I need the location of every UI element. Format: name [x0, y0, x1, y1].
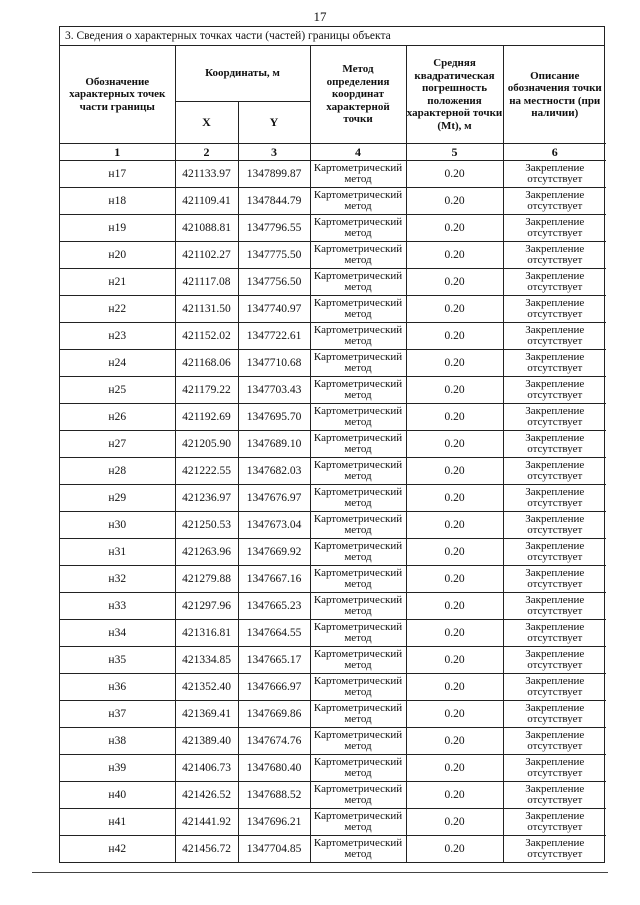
- point-cell: н26: [60, 404, 175, 431]
- table-row: [60, 188, 606, 215]
- table-row: [60, 755, 606, 782]
- accuracy-cell: 0.20: [406, 188, 503, 215]
- boundary-points-sheet: [59, 26, 605, 863]
- x-coordinate-cell: 421192.69: [175, 404, 238, 431]
- x-coordinate-cell: 421250.53: [175, 512, 238, 539]
- description-cell: Закрепление отсутствует: [503, 269, 606, 296]
- method-cell: Картометрический метод: [310, 593, 406, 620]
- point-cell: н17: [60, 161, 175, 188]
- method-cell: Картометрический метод: [310, 782, 406, 809]
- accuracy-cell: 0.20: [406, 458, 503, 485]
- y-coordinate-cell: 1347844.79: [238, 188, 310, 215]
- method-cell: Картометрический метод: [310, 647, 406, 674]
- accuracy-cell: 0.20: [406, 593, 503, 620]
- description-cell: Закрепление отсутствует: [503, 728, 606, 755]
- description-cell: Закрепление отсутствует: [503, 539, 606, 566]
- header-description: Описание обозначения точки на местности (при наличии): [503, 46, 606, 144]
- method-cell: Картометрический метод: [310, 620, 406, 647]
- description-cell: Закрепление отсутствует: [503, 593, 606, 620]
- y-coordinate-cell: 1347664.55: [238, 620, 310, 647]
- method-cell: Картометрический метод: [310, 350, 406, 377]
- point-cell: н32: [60, 566, 175, 593]
- bottom-rule: [32, 872, 608, 873]
- x-coordinate-cell: 421117.08: [175, 269, 238, 296]
- table-row: [60, 161, 606, 188]
- method-cell: Картометрический метод: [310, 161, 406, 188]
- column-number: 3: [238, 144, 310, 161]
- table-row: [60, 647, 606, 674]
- x-coordinate-cell: 421168.06: [175, 350, 238, 377]
- accuracy-cell: 0.20: [406, 269, 503, 296]
- y-coordinate-cell: 1347899.87: [238, 161, 310, 188]
- table-row: [60, 404, 606, 431]
- x-coordinate-cell: 421133.97: [175, 161, 238, 188]
- method-cell: Картометрический метод: [310, 836, 406, 863]
- method-cell: Картометрический метод: [310, 728, 406, 755]
- method-cell: Картометрический метод: [310, 377, 406, 404]
- point-cell: н40: [60, 782, 175, 809]
- accuracy-cell: 0.20: [406, 755, 503, 782]
- table-row: [60, 674, 606, 701]
- accuracy-cell: 0.20: [406, 485, 503, 512]
- point-cell: н36: [60, 674, 175, 701]
- table-row: [60, 485, 606, 512]
- column-number: 2: [175, 144, 238, 161]
- method-cell: Картометрический метод: [310, 539, 406, 566]
- method-cell: Картометрический метод: [310, 809, 406, 836]
- y-coordinate-cell: 1347696.21: [238, 809, 310, 836]
- point-cell: н20: [60, 242, 175, 269]
- description-cell: Закрепление отсутствует: [503, 404, 606, 431]
- boundary-points-table: [60, 46, 606, 862]
- x-coordinate-cell: 421236.97: [175, 485, 238, 512]
- table-row: [60, 377, 606, 404]
- x-coordinate-cell: 421369.41: [175, 701, 238, 728]
- method-cell: Картометрический метод: [310, 566, 406, 593]
- y-coordinate-cell: 1347682.03: [238, 458, 310, 485]
- description-cell: Закрепление отсутствует: [503, 377, 606, 404]
- table-row: [60, 728, 606, 755]
- table-row: [60, 431, 606, 458]
- table-row: [60, 242, 606, 269]
- header-accuracy: Средняя квадратическая погрешность положения характерной точки (Mt), м: [406, 46, 503, 144]
- table-row: [60, 566, 606, 593]
- description-cell: Закрепление отсутствует: [503, 431, 606, 458]
- description-cell: Закрепление отсутствует: [503, 755, 606, 782]
- x-coordinate-cell: 421152.02: [175, 323, 238, 350]
- x-coordinate-cell: 421334.85: [175, 647, 238, 674]
- column-number: 4: [310, 144, 406, 161]
- column-number: 1: [60, 144, 175, 161]
- x-coordinate-cell: 421352.40: [175, 674, 238, 701]
- accuracy-cell: 0.20: [406, 377, 503, 404]
- x-coordinate-cell: 421179.22: [175, 377, 238, 404]
- point-cell: н31: [60, 539, 175, 566]
- method-cell: Картометрический метод: [310, 458, 406, 485]
- table-row: [60, 323, 606, 350]
- description-cell: Закрепление отсутствует: [503, 512, 606, 539]
- accuracy-cell: 0.20: [406, 404, 503, 431]
- description-cell: Закрепление отсутствует: [503, 242, 606, 269]
- y-coordinate-cell: 1347674.76: [238, 728, 310, 755]
- method-cell: Картометрический метод: [310, 269, 406, 296]
- method-cell: Картометрический метод: [310, 296, 406, 323]
- method-cell: Картометрический метод: [310, 188, 406, 215]
- page-number: 17: [313, 9, 327, 24]
- accuracy-cell: 0.20: [406, 728, 503, 755]
- accuracy-cell: 0.20: [406, 512, 503, 539]
- accuracy-cell: 0.20: [406, 296, 503, 323]
- method-cell: Картометрический метод: [310, 431, 406, 458]
- method-cell: Картометрический метод: [310, 755, 406, 782]
- y-coordinate-cell: 1347666.97: [238, 674, 310, 701]
- y-coordinate-cell: 1347680.40: [238, 755, 310, 782]
- point-cell: н25: [60, 377, 175, 404]
- point-cell: н37: [60, 701, 175, 728]
- x-coordinate-cell: 421426.52: [175, 782, 238, 809]
- point-cell: н18: [60, 188, 175, 215]
- description-cell: Закрепление отсутствует: [503, 566, 606, 593]
- method-cell: Картометрический метод: [310, 674, 406, 701]
- point-cell: н38: [60, 728, 175, 755]
- header-row: [60, 46, 606, 102]
- column-number: 5: [406, 144, 503, 161]
- accuracy-cell: 0.20: [406, 242, 503, 269]
- y-coordinate-cell: 1347722.61: [238, 323, 310, 350]
- accuracy-cell: 0.20: [406, 782, 503, 809]
- method-cell: Картометрический метод: [310, 242, 406, 269]
- accuracy-cell: 0.20: [406, 836, 503, 863]
- x-coordinate-cell: 421389.40: [175, 728, 238, 755]
- point-cell: н33: [60, 593, 175, 620]
- point-cell: н21: [60, 269, 175, 296]
- header-method: Метод определения координат характерной точки: [310, 46, 406, 144]
- description-cell: Закрепление отсутствует: [503, 701, 606, 728]
- description-cell: Закрепление отсутствует: [503, 485, 606, 512]
- method-cell: Картометрический метод: [310, 215, 406, 242]
- accuracy-cell: 0.20: [406, 674, 503, 701]
- description-cell: Закрепление отсутствует: [503, 161, 606, 188]
- header-y: Y: [238, 102, 310, 144]
- method-cell: Картометрический метод: [310, 512, 406, 539]
- x-coordinate-cell: 421131.50: [175, 296, 238, 323]
- point-cell: н22: [60, 296, 175, 323]
- y-coordinate-cell: 1347665.17: [238, 647, 310, 674]
- table-row: [60, 809, 606, 836]
- point-cell: н35: [60, 647, 175, 674]
- x-coordinate-cell: 421102.27: [175, 242, 238, 269]
- table-row: [60, 269, 606, 296]
- point-cell: н29: [60, 485, 175, 512]
- x-coordinate-cell: 421263.96: [175, 539, 238, 566]
- y-coordinate-cell: 1347756.50: [238, 269, 310, 296]
- point-cell: н41: [60, 809, 175, 836]
- header-point-designation: Обозначение характерных точек части границы: [60, 46, 175, 144]
- table-row: [60, 782, 606, 809]
- y-coordinate-cell: 1347669.86: [238, 701, 310, 728]
- x-coordinate-cell: 421279.88: [175, 566, 238, 593]
- description-cell: Закрепление отсутствует: [503, 350, 606, 377]
- x-coordinate-cell: 421222.55: [175, 458, 238, 485]
- point-cell: н34: [60, 620, 175, 647]
- y-coordinate-cell: 1347796.55: [238, 215, 310, 242]
- section-title: 3. Сведения о характерных точках части (частей) границы объекта: [60, 27, 604, 46]
- point-cell: н28: [60, 458, 175, 485]
- y-coordinate-cell: 1347688.52: [238, 782, 310, 809]
- table-row: [60, 539, 606, 566]
- accuracy-cell: 0.20: [406, 620, 503, 647]
- column-number: 6: [503, 144, 606, 161]
- method-cell: Картометрический метод: [310, 323, 406, 350]
- accuracy-cell: 0.20: [406, 566, 503, 593]
- description-cell: Закрепление отсутствует: [503, 188, 606, 215]
- y-coordinate-cell: 1347703.43: [238, 377, 310, 404]
- table-row: [60, 836, 606, 863]
- y-coordinate-cell: 1347704.85: [238, 836, 310, 863]
- table-row: [60, 593, 606, 620]
- table-row: [60, 350, 606, 377]
- accuracy-cell: 0.20: [406, 431, 503, 458]
- column-number-row: [60, 144, 606, 161]
- description-cell: Закрепление отсутствует: [503, 215, 606, 242]
- y-coordinate-cell: 1347740.97: [238, 296, 310, 323]
- point-cell: н23: [60, 323, 175, 350]
- accuracy-cell: 0.20: [406, 701, 503, 728]
- point-cell: н39: [60, 755, 175, 782]
- table-row: [60, 296, 606, 323]
- header-coordinates: Координаты, м: [175, 46, 310, 102]
- table-row: [60, 215, 606, 242]
- accuracy-cell: 0.20: [406, 350, 503, 377]
- y-coordinate-cell: 1347775.50: [238, 242, 310, 269]
- y-coordinate-cell: 1347665.23: [238, 593, 310, 620]
- x-coordinate-cell: 421088.81: [175, 215, 238, 242]
- y-coordinate-cell: 1347669.92: [238, 539, 310, 566]
- point-cell: н27: [60, 431, 175, 458]
- y-coordinate-cell: 1347676.97: [238, 485, 310, 512]
- description-cell: Закрепление отсутствует: [503, 296, 606, 323]
- point-cell: н24: [60, 350, 175, 377]
- x-coordinate-cell: 421316.81: [175, 620, 238, 647]
- x-coordinate-cell: 421109.41: [175, 188, 238, 215]
- table-row: [60, 458, 606, 485]
- description-cell: Закрепление отсутствует: [503, 458, 606, 485]
- x-coordinate-cell: 421205.90: [175, 431, 238, 458]
- accuracy-cell: 0.20: [406, 647, 503, 674]
- description-cell: Закрепление отсутствует: [503, 674, 606, 701]
- method-cell: Картометрический метод: [310, 404, 406, 431]
- table-row: [60, 701, 606, 728]
- accuracy-cell: 0.20: [406, 215, 503, 242]
- method-cell: Картометрический метод: [310, 485, 406, 512]
- x-coordinate-cell: 421456.72: [175, 836, 238, 863]
- y-coordinate-cell: 1347673.04: [238, 512, 310, 539]
- point-cell: н30: [60, 512, 175, 539]
- accuracy-cell: 0.20: [406, 809, 503, 836]
- description-cell: Закрепление отсутствует: [503, 620, 606, 647]
- description-cell: Закрепление отсутствует: [503, 836, 606, 863]
- description-cell: Закрепление отсутствует: [503, 809, 606, 836]
- table-row: [60, 620, 606, 647]
- x-coordinate-cell: 421297.96: [175, 593, 238, 620]
- point-cell: н42: [60, 836, 175, 863]
- x-coordinate-cell: 421406.73: [175, 755, 238, 782]
- accuracy-cell: 0.20: [406, 323, 503, 350]
- table-row: [60, 512, 606, 539]
- y-coordinate-cell: 1347689.10: [238, 431, 310, 458]
- point-cell: н19: [60, 215, 175, 242]
- y-coordinate-cell: 1347695.70: [238, 404, 310, 431]
- y-coordinate-cell: 1347667.16: [238, 566, 310, 593]
- header-x: X: [175, 102, 238, 144]
- description-cell: Закрепление отсутствует: [503, 782, 606, 809]
- y-coordinate-cell: 1347710.68: [238, 350, 310, 377]
- method-cell: Картометрический метод: [310, 701, 406, 728]
- description-cell: Закрепление отсутствует: [503, 323, 606, 350]
- accuracy-cell: 0.20: [406, 161, 503, 188]
- accuracy-cell: 0.20: [406, 539, 503, 566]
- description-cell: Закрепление отсутствует: [503, 647, 606, 674]
- x-coordinate-cell: 421441.92: [175, 809, 238, 836]
